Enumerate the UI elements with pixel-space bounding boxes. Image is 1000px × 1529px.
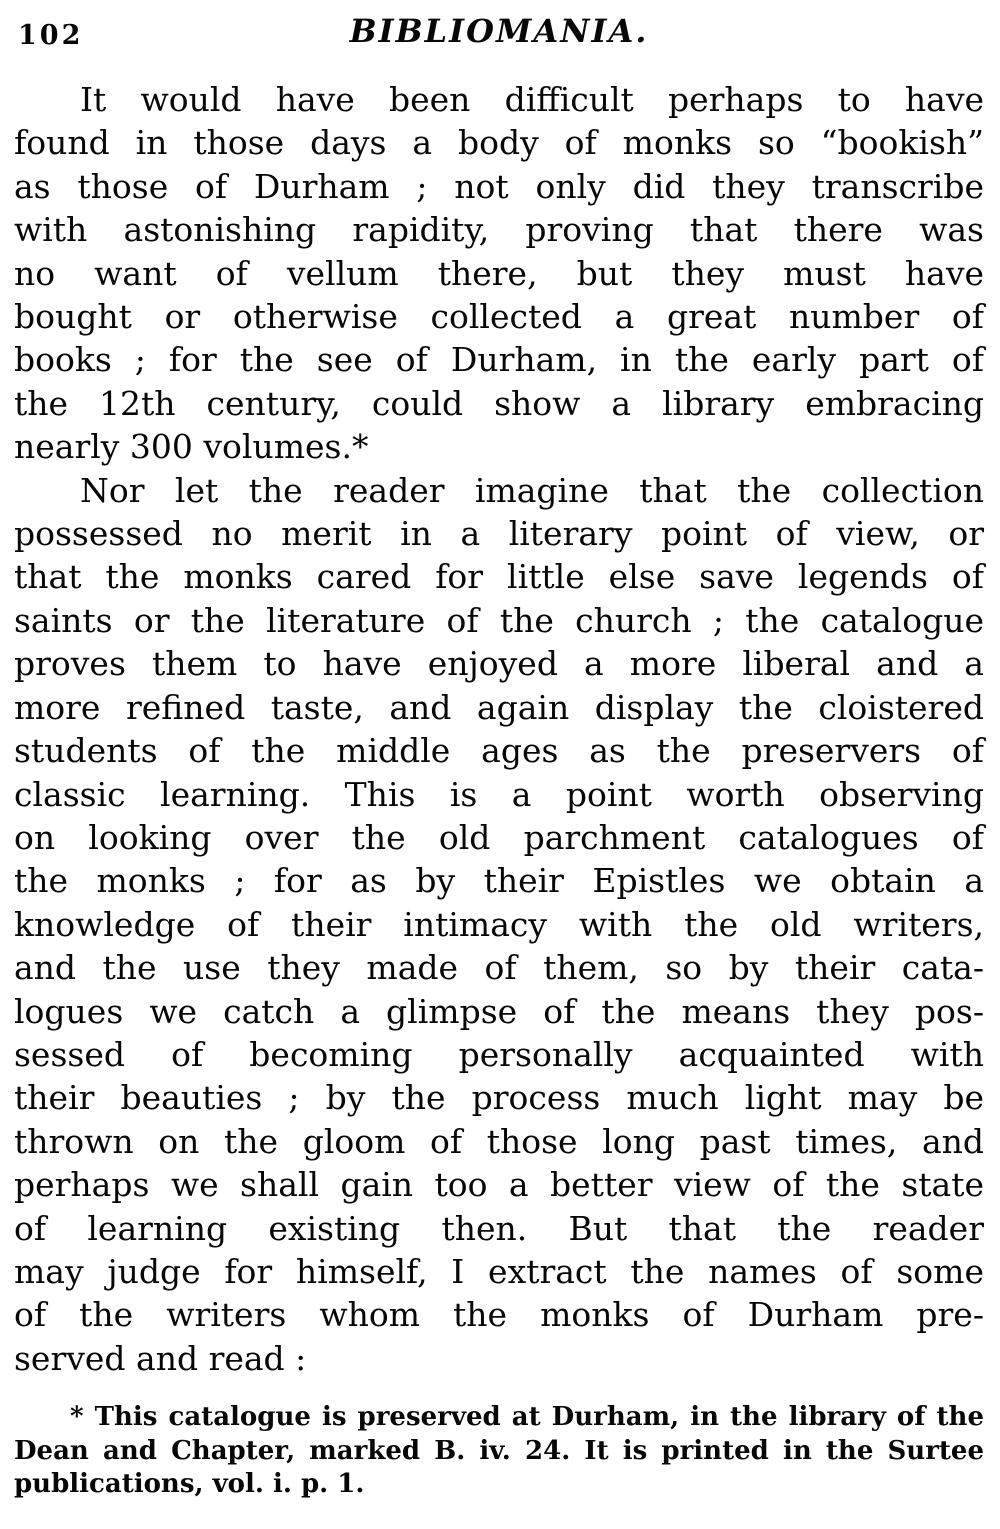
text-line: the monks ; for as by their Epistles we obtain a [14, 861, 984, 901]
body-text [14, 78, 984, 1380]
text-line: saints or the literature of the church ; the catalogue [14, 600, 984, 640]
text-line: may judge for himself, I extract the names of some [14, 1251, 984, 1291]
text-line: bought or otherwise collected a great number of [14, 297, 984, 337]
paragraph [14, 78, 984, 469]
text-line: Dean and Chapter, marked B. iv. 24. It is printed in the Surtee [14, 1435, 984, 1466]
text-line: proves them to have enjoyed a more liberal and a [14, 644, 984, 684]
text-line: perhaps we shall gain too a better view of the state [14, 1165, 984, 1205]
text-line: publications, vol. i. p. 1. [14, 1469, 365, 1500]
text-line: the 12th century, could show a library embracing [14, 383, 984, 423]
text-line: no want of vellum there, but they must have [14, 253, 984, 293]
text-line: on looking over the old parchment catalogues of [14, 817, 984, 857]
text-line: with astonishing rapidity, proving that there was [14, 210, 984, 250]
text-line: Nor let the reader imagine that the collection [80, 470, 984, 510]
text-line: students of the middle ages as the preservers of [14, 731, 984, 771]
text-line: books ; for the see of Durham, in the early part of [14, 340, 984, 380]
text-line: nearly 300 volumes.* [14, 427, 369, 467]
text-line: sessed of becoming personally acquainted with [14, 1034, 984, 1074]
text-line: possessed no merit in a literary point of view, or [14, 514, 984, 554]
text-line: classic learning. This is a point worth observing [14, 774, 984, 814]
text-line: more refined taste, and again display the cloistered [14, 687, 984, 727]
text-line: their beauties ; by the process much light may be [14, 1078, 984, 1118]
page-header [14, 12, 984, 56]
text-line: served and read : [14, 1338, 307, 1378]
text-line: knowledge of their intimacy with the old writers, [14, 904, 984, 944]
paragraph [14, 1401, 984, 1502]
running-title: BIBLIOMANIA. [349, 12, 649, 50]
text-line: as those of Durham ; not only did they transcribe [14, 166, 984, 206]
text-line: * This catalogue is preserved at Durham, in the library of the [70, 1402, 984, 1432]
footnote [14, 1401, 984, 1502]
text-line: and the use they made of them, so by their cata- [14, 948, 984, 988]
text-line: that the monks cared for little else save legends of [14, 557, 984, 597]
text-line: logues we catch a glimpse of the means they pos- [14, 991, 984, 1031]
paragraph [14, 469, 984, 1381]
text-line: It would have been difficult perhaps to have [80, 80, 984, 119]
text-line: of learning existing then. But that the reader [14, 1208, 984, 1248]
text-line: of the writers whom the monks of Durham pre- [14, 1295, 984, 1335]
page-number: 102 [18, 20, 84, 51]
text-line: found in those days a body of monks so “bookish” [14, 123, 984, 163]
text-line: thrown on the gloom of those long past times, and [14, 1121, 984, 1161]
